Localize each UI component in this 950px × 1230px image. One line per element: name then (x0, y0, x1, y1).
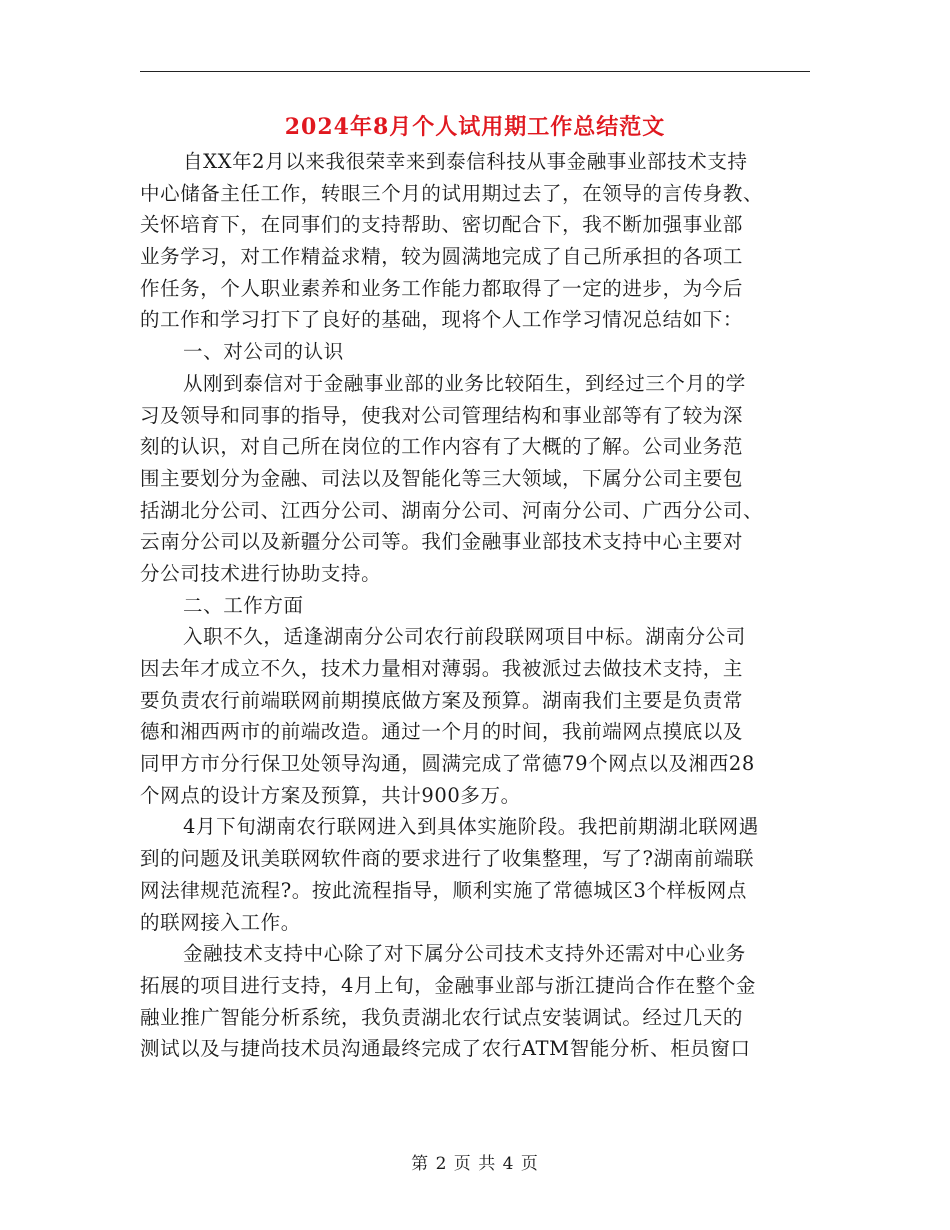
text-line: 的联网接入工作。 (140, 910, 301, 934)
text-line: 同甲方市分行保卫处领导沟通，圆满完成了常德79个网点以及湘西28 (140, 752, 755, 776)
text-line: 要负责农行前端联网前期摸底做方案及预算。湖南我们主要是负责常 (140, 688, 744, 712)
text-line: 测试以及与捷尚技术员沟通最终完成了农行ATM智能分析、柜员窗口 (140, 1037, 751, 1061)
text-line: 到的问题及讯美联网软件商的要求进行了收集整理，写了?湖南前端联 (140, 847, 755, 871)
text-line: 中心储备主任工作，转眼三个月的试用期过去了，在领导的言传身教、 (140, 181, 764, 205)
document-body (140, 146, 820, 1065)
text-line: 分公司技术进行协助支持。 (140, 561, 382, 585)
text-line: 从刚到泰信对于金融事业部的业务比较陌生，到经过三个月的学 (183, 371, 746, 395)
text-line: 拓展的项目进行支持，4月上旬，金融事业部与浙江捷尚合作在整个金 (140, 973, 757, 997)
text-line: 金融技术支持中心除了对下属分公司技术支持外还需对中心业务 (183, 942, 746, 966)
text-line: 入职不久，适逢湖南分公司农行前段联网项目中标。湖南分公司 (183, 625, 746, 649)
text-line: 融业推广智能分析系统，我负责湖北农行试点安装调试。经过几天的 (140, 1005, 744, 1029)
text-line: 自XX年2月以来我很荣幸来到泰信科技从事金融事业部技术支持 (183, 150, 748, 173)
text-line: 因去年才成立不久，技术力量相对薄弱。我被派过去做技术支持，主 (140, 657, 744, 680)
text-line: 刻的认识，对自己所在岗位的工作内容有了大概的了解。公司业务范 (140, 435, 744, 459)
text-line: 习及领导和同事的指导，使我对公司管理结构和事业部等有了较为深 (140, 403, 744, 427)
page-number-footer: 第 2 页 共 4 页 (411, 1154, 539, 1174)
text-line: 关怀培育下，在同事们的支持帮助、密切配合下，我不断加强事业部 (140, 213, 744, 237)
text-line: 网法律规范流程?。按此流程指导，顺利实施了常德城区3个样板网点 (140, 878, 747, 902)
header-rule (140, 71, 810, 72)
text-line: 4月下旬湖南农行联网进入到具体实施阶段。我把前期湖北联网遇 (183, 815, 759, 839)
text-line: 个网点的设计方案及预算，共计900多万。 (140, 783, 521, 807)
text-line: 一、对公司的认识 (183, 340, 344, 364)
text-line: 括湖北分公司、江西分公司、湖南分公司、河南分公司、广西分公司、 (140, 498, 764, 522)
document-title: 2024年8月个人试用期工作总结范文 (284, 114, 666, 140)
text-line: 二、工作方面 (183, 593, 304, 617)
text-line: 作任务，个人职业素养和业务工作能力都取得了一定的进步，为今后 (140, 276, 744, 300)
text-line: 德和湘西两市的前端改造。通过一个月的时间，我前端网点摸底以及 (140, 720, 744, 744)
text-line: 围主要划分为金融、司法以及智能化等三大领域，下属分公司主要包 (140, 466, 744, 490)
text-line: 的工作和学习打下了良好的基础，现将个人工作学习情况总结如下： (140, 308, 744, 332)
text-line: 云南分公司以及新疆分公司等。我们金融事业部技术支持中心主要对 (140, 530, 744, 554)
text-line: 业务学习，对工作精益求精，较为圆满地完成了自己所承担的各项工 (140, 245, 744, 269)
